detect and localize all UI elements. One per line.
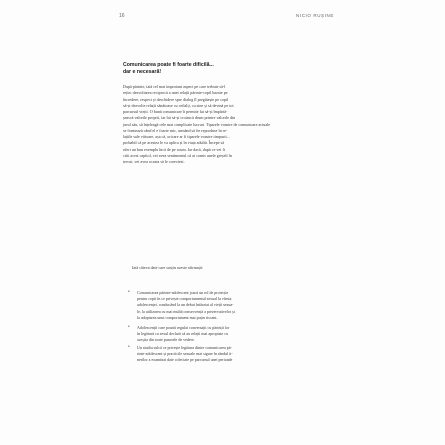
body-paragraph	[123, 84, 313, 165]
bullet-line: aceștia din toate punctele de vedere.	[137, 337, 195, 343]
paragraph-line: probabil că pe acestea le va aplica și în viața adultă. Începe să	[123, 140, 225, 146]
bullet-line: Adolescenții care poartă regulat conversații cu părinții lor	[137, 325, 230, 331]
paragraph-line: se formează când el e foarte mic, urmând să fie reproduse în re-	[123, 127, 228, 133]
bullet-marker: •	[128, 290, 130, 295]
paragraph-line: să-și dezvolte relații sănătoase cu ceilalți, cu sine și să devină pe tot	[123, 102, 234, 108]
paragraph-line: După părinte, iată cel mai important aspect pe care trebuie să-l	[123, 84, 226, 89]
paragraph-line: oferi un bun exemplu încă de pe acum. Iar dacă, după ce vei fi	[123, 146, 225, 152]
section-heading-line-2: dar e necesară!	[123, 69, 162, 75]
bullet-item	[128, 345, 313, 364]
bullet-marker: •	[128, 325, 130, 331]
paragraph-line: jurul său, să înțeleagă cele mai complicate lucruri. Tiparele voastre de comunicare actuale	[123, 121, 271, 127]
bullet-line: Comunicarea părinte-adolescent joacă un rol de protecție	[137, 290, 229, 295]
bullet-line: pentru copii în ce privește comportamentul sexual la vârsta	[137, 296, 232, 302]
section-heading	[123, 62, 273, 76]
bullet-line: nerilor a examinat date colectate pe parcursul unei perioade	[137, 357, 233, 363]
bullet-line: adolescenței, conducând la un debut întârziat al vieții sexua-	[137, 302, 234, 308]
paragraph-line: încredere, respect și deschidere spre dialog îl pregătește pe copil	[123, 96, 229, 102]
bullet-list	[128, 290, 313, 363]
section-heading-line-1: Comunicarea poate fi foarte dificilă...	[123, 62, 214, 68]
bullet-line: la adoptarea unui comportament mai puțin riscant.	[137, 314, 218, 320]
paragraph-line: rețin: dezvoltarea reciprocă a unei relații părinte-copil bazate pe	[123, 90, 228, 96]
list-intro: Iată câteva date care susțin aceste afirmații:	[132, 265, 204, 270]
paragraph-line: parcursul vieții. O bună comunicare îi permite lui să-și împărtă-	[123, 109, 228, 114]
bullet-line: le, la utilizarea cu mai multă consecvență a prezervativelor și	[137, 308, 235, 314]
bullet-item	[128, 290, 313, 321]
paragraph-line: citit acest capitol, vei avea sentimentul că ai comis unele greșeli în	[123, 152, 232, 158]
paragraph-line: trecut, vei avea ocazia să le corectezi.	[123, 159, 185, 164]
page-number: 16	[119, 13, 125, 19]
bullet-marker: •	[128, 344, 130, 350]
paragraph-line: șească valorile proprii, iar lui să-și croiască drum printre valorile din	[123, 115, 236, 121]
running-head: NICIO RUȘINE	[296, 13, 334, 18]
bullet-line: rinte-adolescent și practicile sexuale mai sigure în rândul ti-	[137, 350, 233, 356]
bullet-line: Un studiu sulcă ce privește legătura dintre comunicarea pă-	[137, 344, 232, 350]
bullet-item	[128, 325, 313, 344]
paragraph-line: lațiile sale viitoare, așa că, oricare ar fi tiparele voastre timpurii...	[123, 134, 230, 139]
bullet-line: în legătură cu sexul declară că au relații mai apropiate cu	[137, 331, 229, 337]
